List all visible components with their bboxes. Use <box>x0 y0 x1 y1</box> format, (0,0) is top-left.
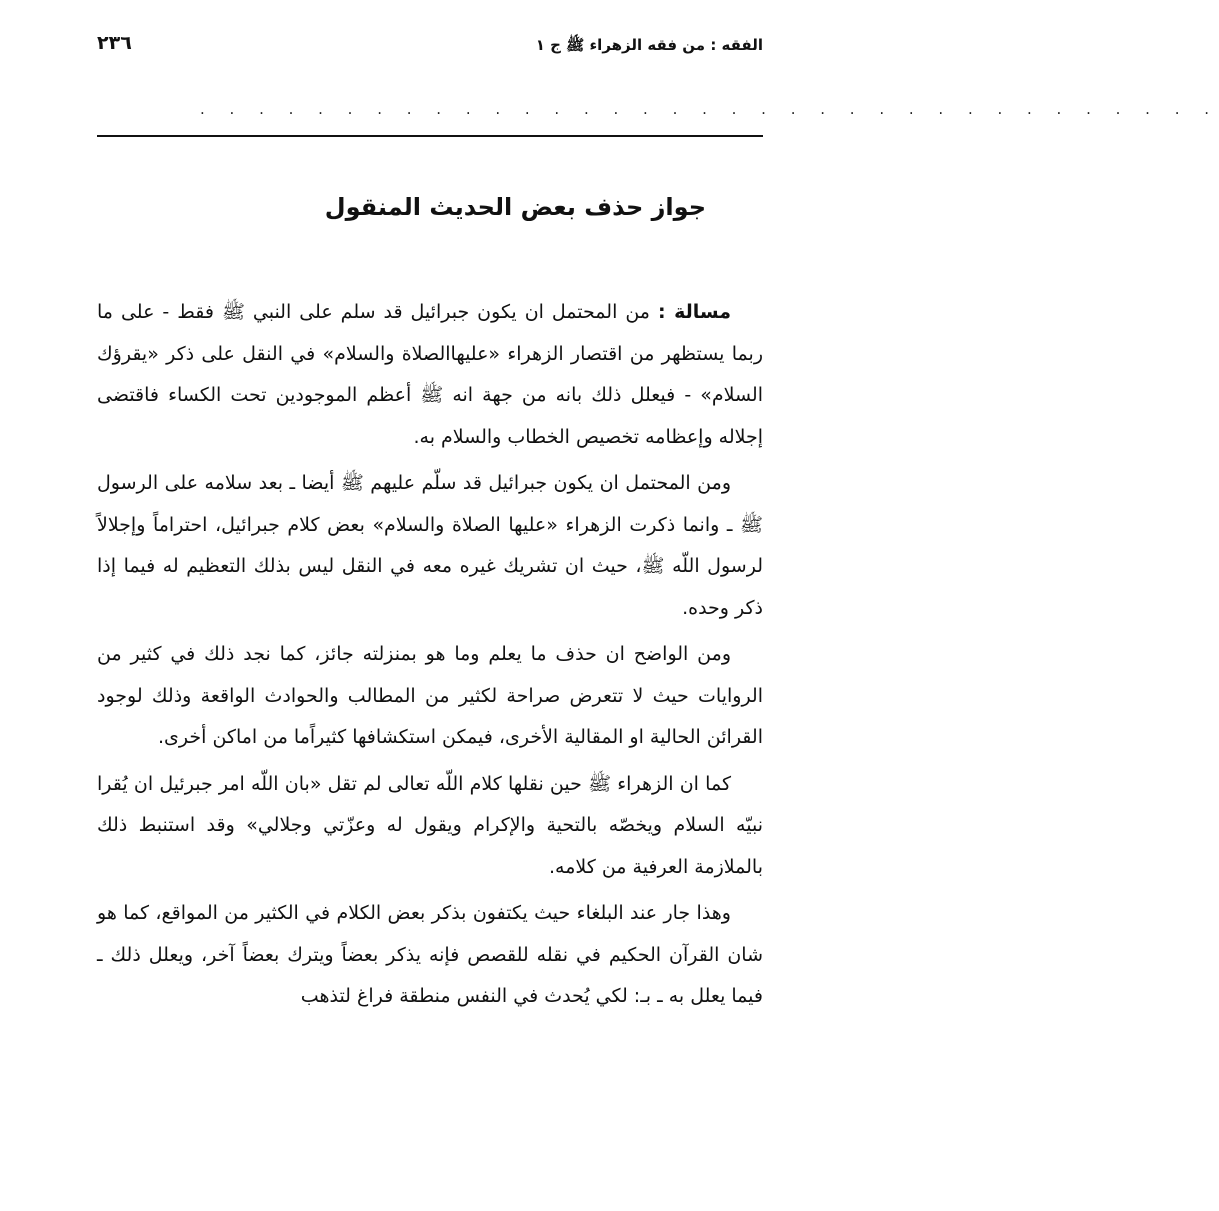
header-rule <box>97 135 763 137</box>
paragraph <box>97 292 763 458</box>
paragraph-lead: مسالة : <box>657 301 731 323</box>
section-heading: جواز حذف بعض الحديث المنقول <box>324 193 706 221</box>
body-text <box>97 292 763 1023</box>
page-number: ٢٣٦ <box>97 32 132 54</box>
paragraph-text: كما ان الزهراء ﷺ حين نقلها كلام اللّه تعالى لم تقل «بان اللّه امر جبرئيل ان يُقرا نبيّه السلام ويخصّه بالتحية والإكرام ويقول له وعزّتي وجلالي» وقد استنبط ذلك بالملازمة العرفية من كلامه. <box>97 772 763 878</box>
paragraph <box>97 463 763 629</box>
paragraph-text: ومن المحتمل ان يكون جبرائيل قد سلّم عليهم ﷺ أيضا ـ بعد سلامه على الرسول ﷺ ـ وانما ذكرت الزهراء «عليها الصلاة والسلام» بعض كلام جبرائيل، احتراماً وإجلالاً لرسول اللّه ﷺ، حيث ان تشريك غيره معه في النقل ليس بذلك التعظيم له فيما إذا ذكر وحده. <box>97 472 763 619</box>
dotted-separator: . . . . . . . . . . . . . . . . . . . . . . . . . . . . . . . . . . . <box>200 100 1219 118</box>
paragraph <box>97 634 763 759</box>
paragraph-text: من المحتمل ان يكون جبرائيل قد سلم على النبي ﷺ فقط - على ما ربما يستظهر من اقتصار الزهراء «عليهاالصلاة والسلام» في النقل على ذكر «يقرؤك السلام» - فيعلل ذلك بانه من جهة انه ﷺ أعظم الموجودين تحت الكساء فاقتضى إجلاله وإعظامه تخصيص الخطاب والسلام به. <box>97 301 763 448</box>
page-header <box>97 30 763 60</box>
paragraph-text: ومن الواضح ان حذف ما يعلم وما هو بمنزلته جائز، كما نجد ذلك في كثير من الروايات حيث لا تتعرض صراحة لكثير من المطالب والحوادث الواقعة وذلك لوجود القرائن الحالية او المقالية الأخرى، فيمكن استكشافها كثيراًما من اماكن أخرى. <box>97 643 763 748</box>
paragraph-text: وهذا جار عند البلغاء حيث يكتفون بذكر بعض الكلام في الكثير من المواقع، كما هو شان القرآن الحكيم في نقله للقصص فإنه يذكر بعضاً ويترك بعضاً آخر، ويعلل ذلك ـ فيما يعلل به ـ بـ: لكي يُحدث في النفس منطقة فراغ لتذهب <box>97 902 763 1007</box>
paragraph <box>97 764 763 889</box>
paragraph <box>97 893 763 1018</box>
running-header-title: الفقه : من فقه الزهراء ﷺ ج ١ <box>535 36 763 54</box>
